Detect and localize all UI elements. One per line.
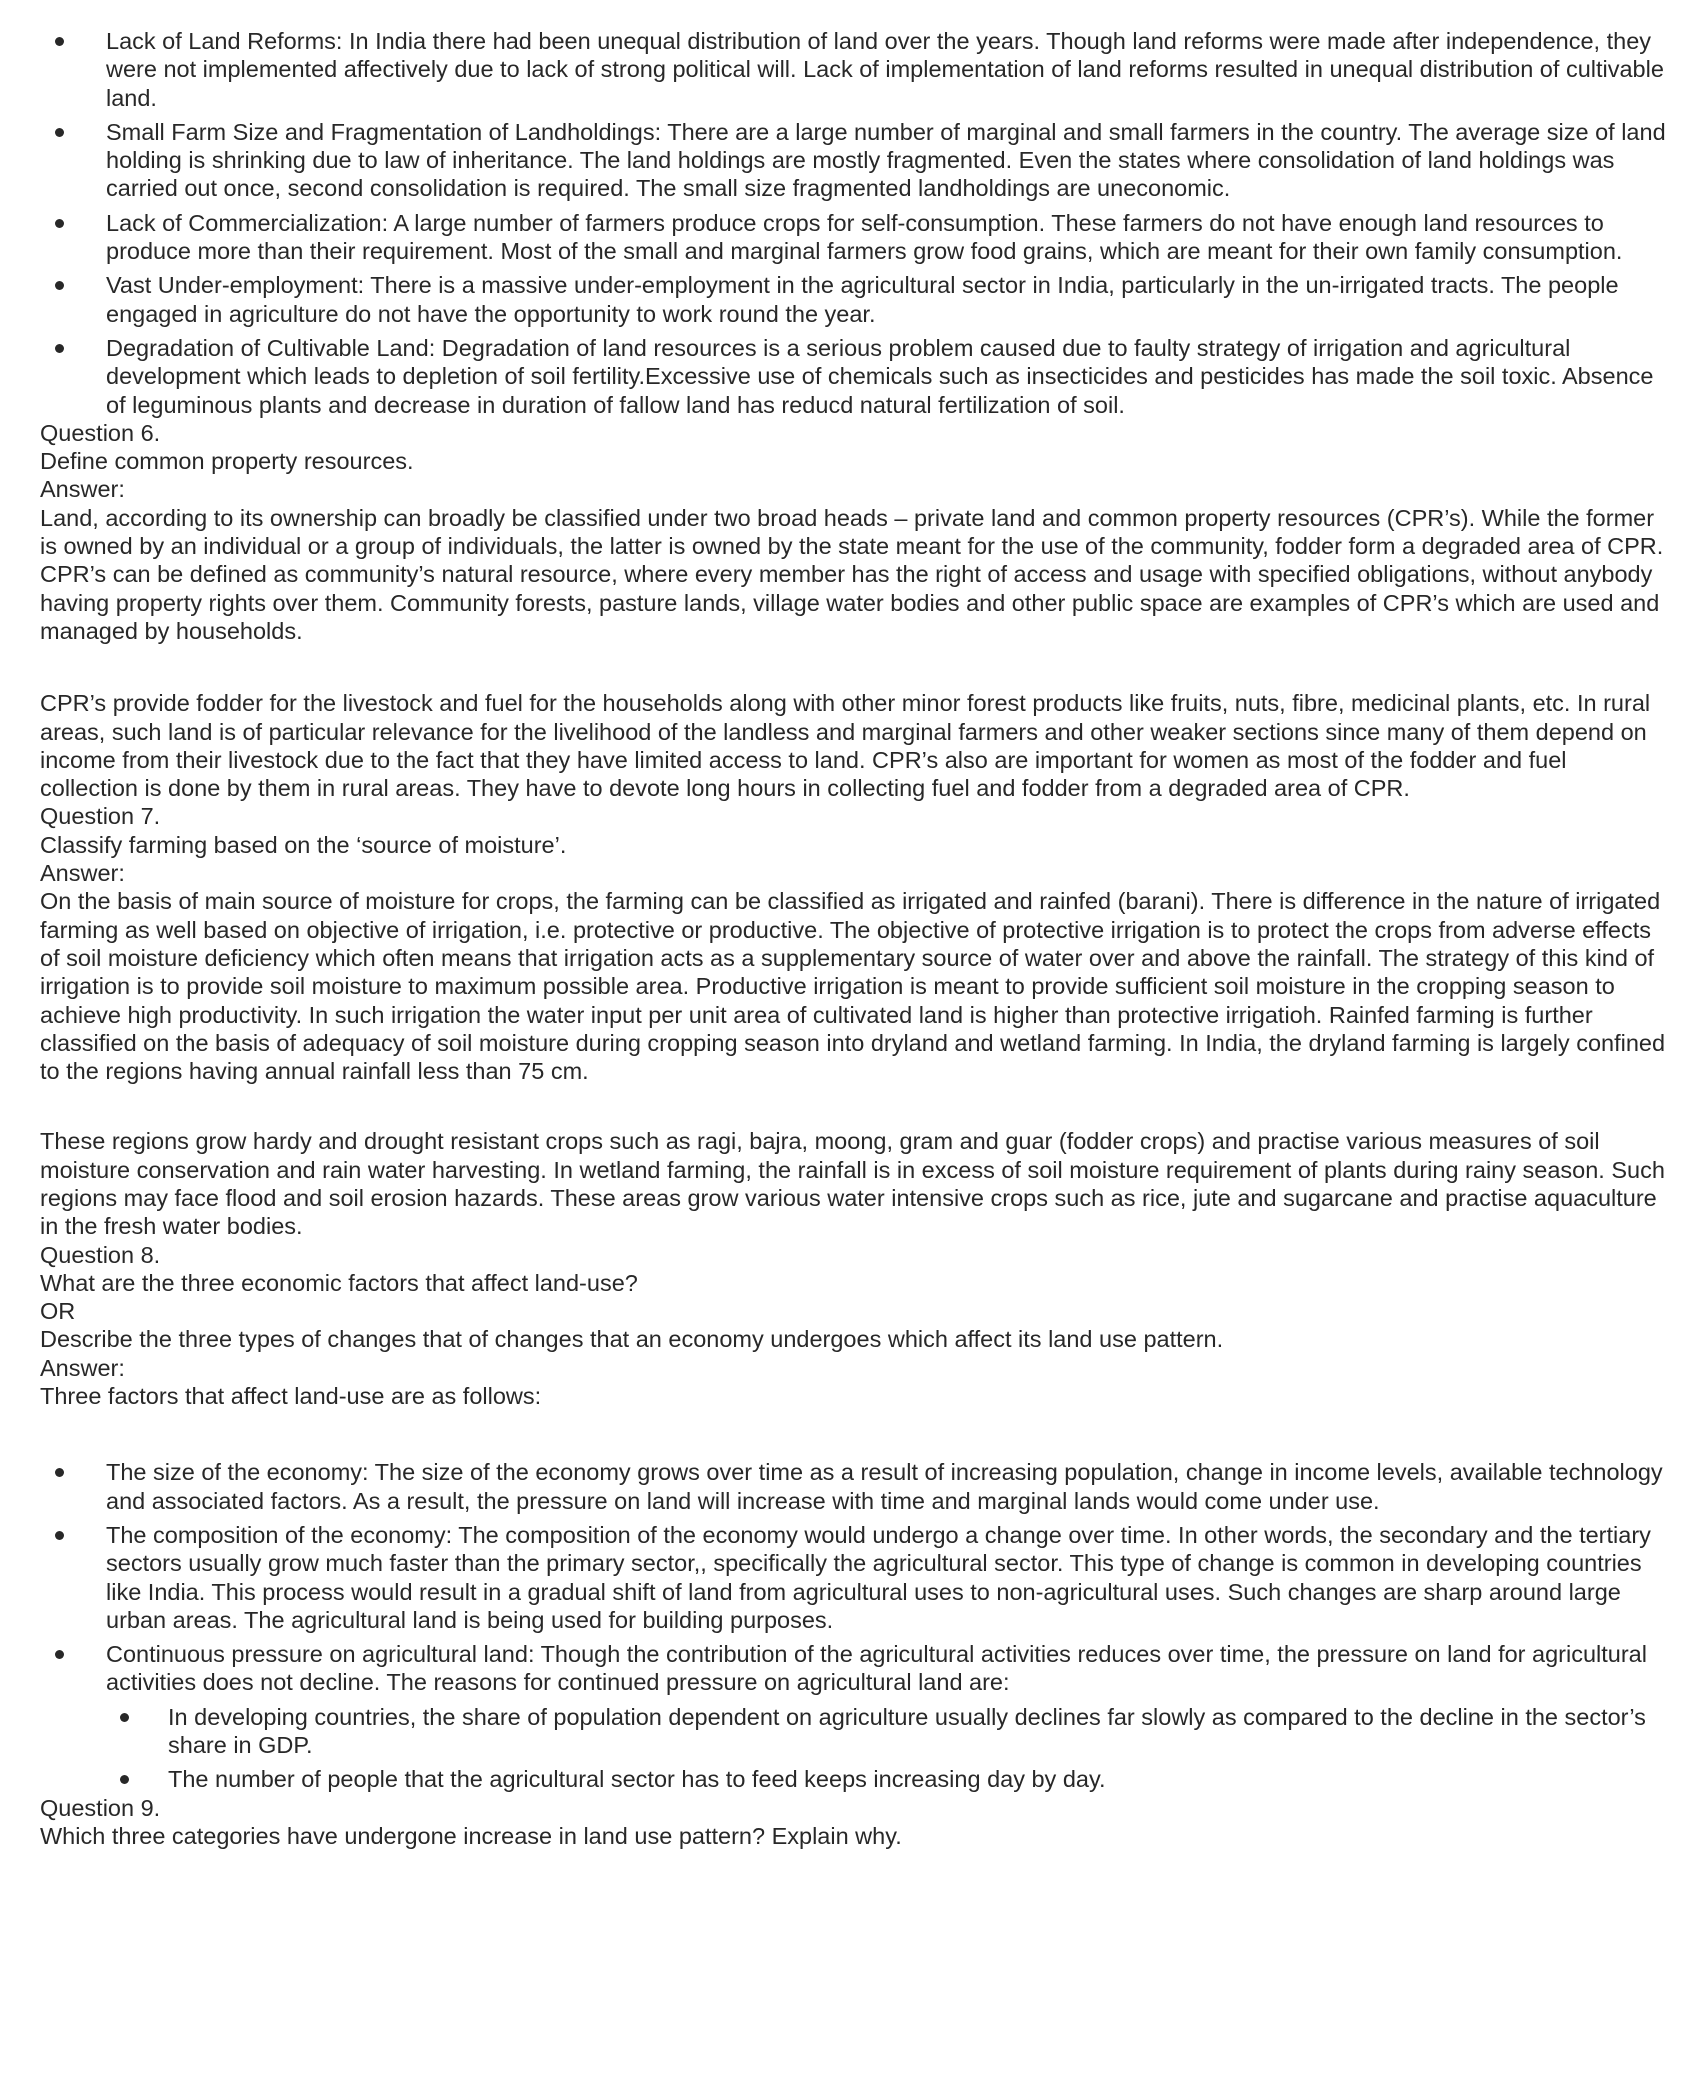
sub-list-item	[106, 1765, 1670, 1793]
answer-label: Answer:	[40, 860, 125, 887]
list-item-text: The size of the economy: The size of the economy grows over time as a result of increasing population, change in income levels, available technology and associated factors. As a result, the pressure on land will increase with time and marginal lands would come under use.	[106, 1459, 1663, 1514]
list-item-text: Vast Under-employment: There is a massive under-employment in the agricultural sector in India, particularly in the un-irrigated tracts. The people engaged in agriculture do not have the opportunity to work round the year.	[106, 272, 1619, 327]
question7-answer-paragraph-2: These regions grow hardy and drought resistant crops such as ragi, bajra, moong, gram and guar (fodder crops) and practise various measures of soil moisture conservation and rain water harvesting. In wetland farming, the rainfall is in excess of soil moisture requirement of plants during rainy season. Such regions may face flood and soil erosion hazards. These areas grow various water intensive crops such as rice, jute and sugarcane and practise aquaculture in the fresh water bodies.	[40, 1128, 1665, 1240]
land-use-factors-list	[40, 1458, 1670, 1793]
question7-block	[40, 802, 1670, 1085]
list-item	[40, 1640, 1670, 1793]
question9-block	[40, 1794, 1670, 1851]
question-text: What are the three economic factors that affect land-use?	[40, 1269, 638, 1296]
answer-intro: Three factors that affect land-use are as follows:	[40, 1383, 542, 1410]
sub-list-item-text: In developing countries, the share of population dependent on agriculture usually declines far slowly as compared to the decline in the sector’s share in GDP.	[168, 1703, 1646, 1759]
list-item-text: The composition of the economy: The composition of the economy would undergo a change over time. In other words, the secondary and the tertiary sectors usually grow much faster than the primary sector,, specifically the agricultural sector. This type of change is common in developing countries like India. This process would result in a gradual shift of land from agricultural uses to non-agricultural uses. Such changes are sharp around large urban areas. The agricultural land is being used for building purposes.	[106, 1521, 1651, 1633]
list-item	[40, 118, 1670, 203]
bullet-dot-icon	[120, 1713, 129, 1722]
answer-label: Answer:	[40, 476, 125, 503]
list-item-text: Degradation of Cultivable Land: Degradation of land resources is a serious problem caused due to faulty strategy of irrigation and agricultural development which leads to depletion of soil fertility.Excessive use of chemicals such as insecticides and pesticides has made the soil toxic. Absence of leguminous plants and decrease in duration of fallow land has reducd natural fertilization of soil.	[106, 334, 1654, 418]
list-item-text: Continuous pressure on agricultural land: Though the contribution of the agricultural activities reduces over time, the pressure on land for agricultural activities does not decline. The reasons for continued pressure on agricultural land are:	[106, 1641, 1647, 1696]
question-label: Question 8.	[40, 1241, 161, 1268]
bullet-dot-icon	[55, 219, 64, 228]
sub-list-item	[106, 1703, 1670, 1760]
answer-paragraph: On the basis of main source of moisture for crops, the farming can be classified as irrigated and rainfed (barani). There is difference in the nature of irrigated farming as well based on objective of irrigation, i.e. protective or productive. The objective of protective irrigation is to protect the crops from adverse effects of soil moisture deficiency which often means that irrigation acts as a supplementary source of water over and above the rainfall. The strategy of this kind of irrigation is to provide soil moisture to maximum possible area. Productive irrigation is meant to provide sufficient soil moisture in the cropping season to achieve high productivity. In such irrigation the water input per unit area of cultivated land is higher than protective irrigatioh. Rainfed farming is further classified on the basis of adequacy of soil moisture during cropping season into dryland and wetland farming. In India, the dryland farming is largely confined to the regions having annual rainfall less than 75 cm.	[40, 888, 1666, 1085]
question-label: Question 6.	[40, 419, 161, 446]
list-item-text: Lack of Commercialization: A large number of farmers produce crops for self-consumption. These farmers do not have enough land resources to produce more than their requirement. Most of the small and marginal farmers grow food grains, which are meant for their own family consumption.	[106, 209, 1623, 265]
bullet-dot-icon	[55, 128, 64, 137]
alternate-question-text: Describe the three types of changes that of changes that an economy undergoes which affect its land use pattern.	[40, 1326, 1224, 1353]
bullet-dot-icon	[55, 1531, 64, 1540]
question-text: Define common property resources.	[40, 448, 414, 475]
bullet-dot-icon	[55, 1468, 64, 1477]
list-item	[40, 209, 1670, 266]
land-problems-list	[40, 27, 1670, 419]
question6-block	[40, 419, 1670, 645]
question8-block	[40, 1241, 1670, 1411]
bullet-dot-icon	[55, 1650, 64, 1659]
list-item	[40, 1521, 1670, 1634]
bullet-dot-icon	[55, 281, 64, 290]
list-item	[40, 27, 1670, 112]
continued-pressure-reasons-list	[106, 1703, 1670, 1794]
list-item	[40, 334, 1670, 419]
or-label: OR	[40, 1298, 76, 1325]
bullet-dot-icon	[55, 37, 64, 46]
bullet-dot-icon	[55, 344, 64, 353]
list-item	[40, 1458, 1670, 1515]
question-label: Question 7.	[40, 803, 161, 830]
sub-list-item-text: The number of people that the agricultural sector has to feed keeps increasing day by day.	[168, 1766, 1106, 1793]
list-item-text: Small Farm Size and Fragmentation of Landholdings: There are a large number of marginal and small farmers in the country. The average size of land holding is shrinking due to law of inheritance. The land holdings are mostly fragmented. Even the states where consolidation of land holdings was carried out once, second consolidation is required. The small size fragmented landholdings are uneconomic.	[106, 118, 1666, 202]
list-item-text: Lack of Land Reforms: In India there had been unequal distribution of land over the years. Though land reforms were made after independence, they were not implemented affectively due to lack of strong political will. Lack of implementation of land reforms resulted in unequal distribution of cultivable land.	[106, 28, 1664, 111]
question-text: Which three categories have undergone increase in land use pattern? Explain why.	[40, 1822, 902, 1849]
bullet-dot-icon	[120, 1775, 129, 1784]
question-label: Question 9.	[40, 1794, 161, 1821]
list-item	[40, 271, 1670, 328]
question-text: Classify farming based on the ‘source of moisture’.	[40, 831, 567, 858]
answer-paragraph: Land, according to its ownership can broadly be classified under two broad heads – private land and common property resources (CPR’s). While the former is owned by an individual or a group of individuals, the latter is owned by the state meant for the use of the community, fodder form a degraded area of CPR. CPR’s can be defined as community’s natural resource, where every member has the right of access and usage with specified obligations, without anybody having property rights over them. Community forests, pasture lands, village water bodies and other public space are examples of CPR’s which are used and managed by households.	[40, 504, 1664, 644]
answer-label: Answer:	[40, 1354, 125, 1381]
question6-answer-paragraph-2: CPR’s provide fodder for the livestock and fuel for the households along with other minor forest products like fruits, nuts, fibre, medicinal plants, etc. In rural areas, such land is of particular relevance for the livelihood of the landless and marginal farmers and other weaker sections since many of them depend on income from their livestock due to the fact that they have limited access to land. CPR’s also are important for women as most of the fodder and fuel collection is done by them in rural areas. They have to devote long hours in collecting fuel and fodder from a degraded area of CPR.	[40, 690, 1651, 802]
